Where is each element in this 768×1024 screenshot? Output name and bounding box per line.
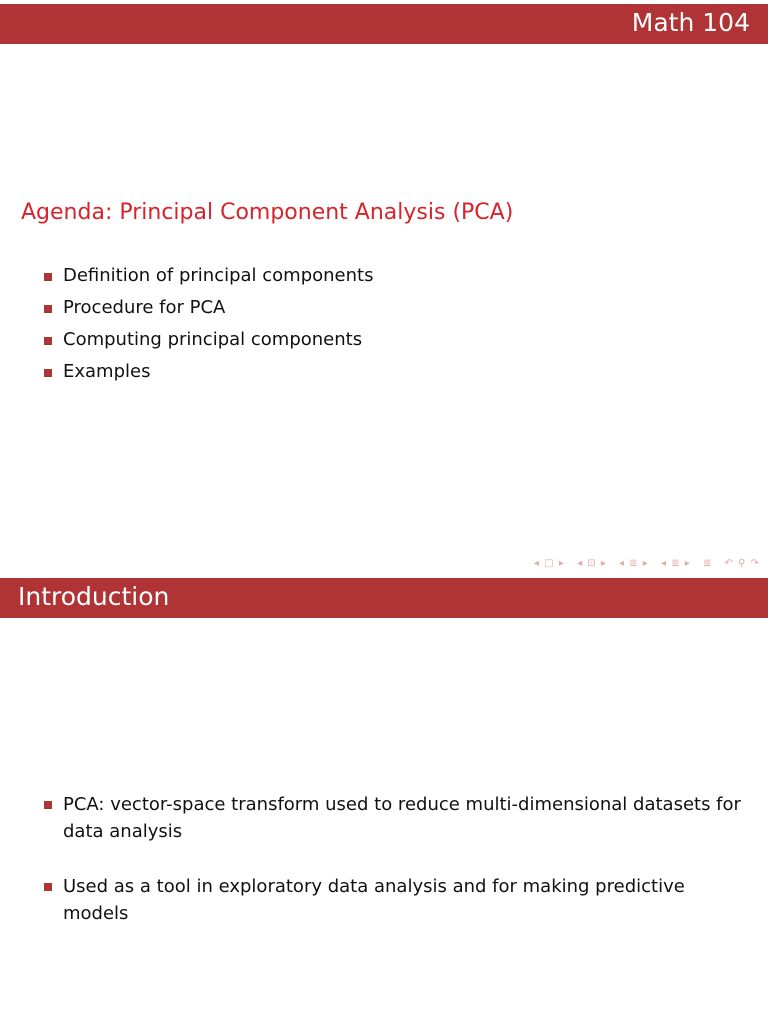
list-item — [44, 359, 373, 391]
subsection-nav-icon[interactable]: ◂ ⊡ ▸ — [577, 558, 607, 569]
list-item — [44, 295, 373, 327]
search-nav-icon[interactable]: ↶ ⚲ ↷ — [724, 558, 760, 569]
list-item — [44, 791, 744, 845]
list-item — [44, 327, 373, 359]
section-nav-icon[interactable]: ◂ ≣ ▸ — [661, 558, 691, 569]
list-item — [44, 263, 373, 295]
square-bullet-icon — [44, 273, 52, 281]
beamer-navigation-bar — [526, 558, 760, 569]
list-item — [44, 873, 744, 927]
slide-header-bar — [0, 578, 768, 618]
list-item-text: Examples — [63, 361, 151, 382]
list-item-text: Used as a tool in exploratory data analysis and for making predictive models — [63, 876, 685, 924]
square-bullet-icon — [44, 305, 52, 313]
slide-introduction — [0, 578, 768, 1024]
section-nav-icon[interactable]: ◂ ≣ ▸ — [619, 558, 649, 569]
course-title: Math 104 — [631, 8, 750, 37]
introduction-list — [44, 791, 744, 927]
square-bullet-icon — [44, 801, 52, 809]
list-item-text: Definition of principal components — [63, 265, 374, 286]
list-item-text: Computing principal components — [63, 329, 363, 350]
agenda-title: Agenda: Principal Component Analysis (PCA) — [21, 200, 514, 225]
list-item-text: PCA: vector-space transform used to reduce multi-dimensional datasets for data analysis — [63, 794, 741, 842]
square-bullet-icon — [44, 337, 52, 345]
square-bullet-icon — [44, 883, 52, 891]
frame-nav-icon[interactable]: ◂ □ ▸ — [534, 558, 565, 569]
list-item-text: Procedure for PCA — [63, 297, 226, 318]
slide-header-bar — [0, 4, 768, 44]
agenda-list — [44, 263, 373, 391]
align-nav-icon[interactable]: ≣ — [702, 558, 713, 569]
slide-title: Introduction — [18, 582, 170, 611]
square-bullet-icon — [44, 369, 52, 377]
